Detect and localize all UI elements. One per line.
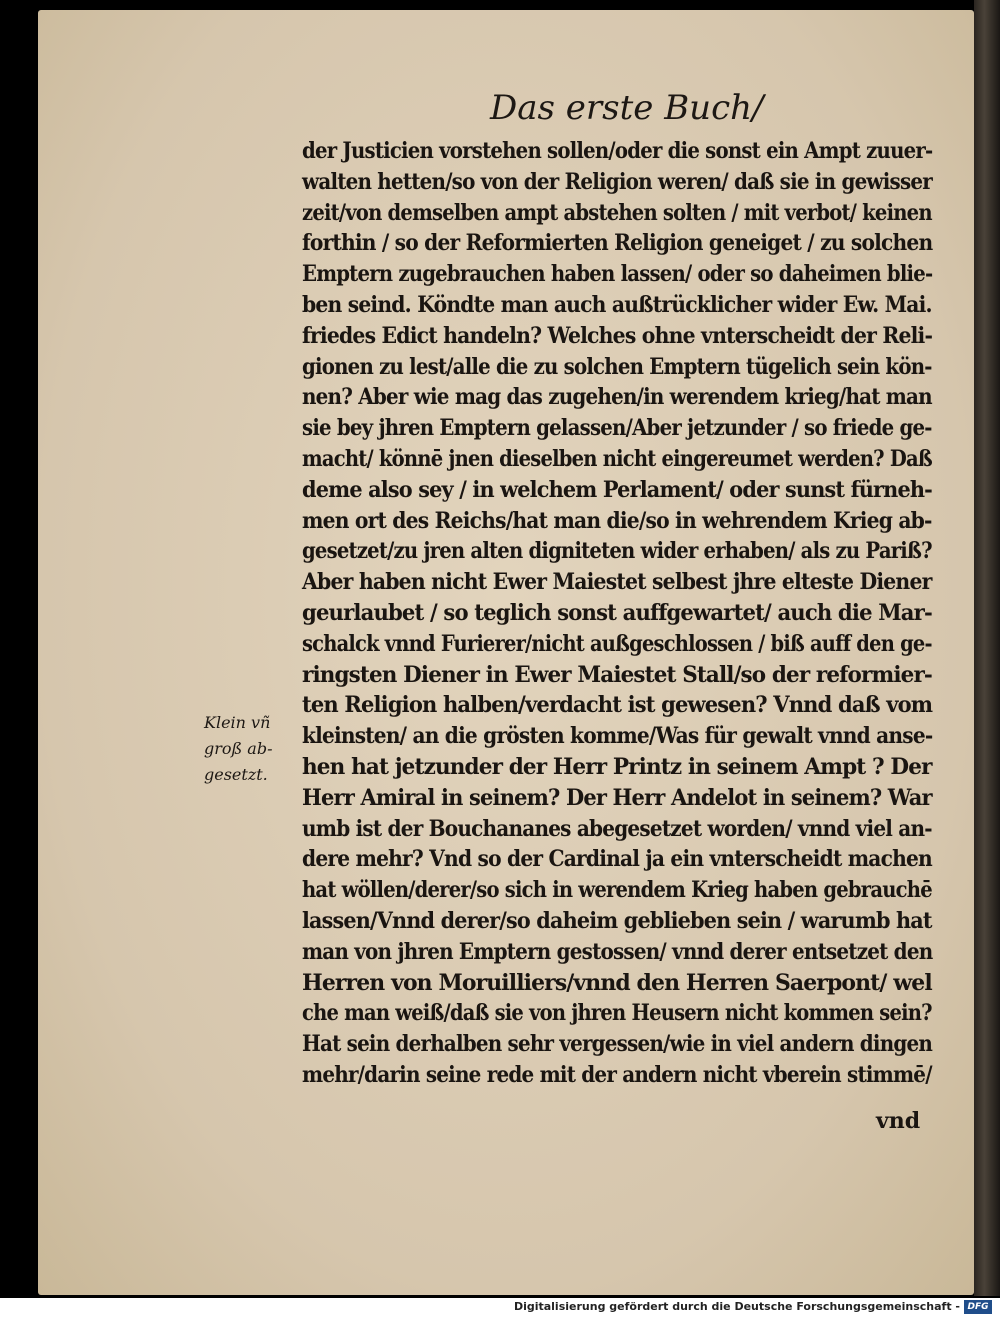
text-line: zeit/von demselben ampt abstehen solten / mit verbot/ keinen [302, 199, 932, 226]
text-line: ringsten Diener in Ewer Maiestet Stall/so der reformier- [302, 661, 932, 688]
footer-credit: Digitalisierung gefördert durch die Deutsche Forschungsgemeinschaft - [513, 1300, 960, 1313]
text-line: nen? Aber wie mag das zugehen/in werendem krieg/hat man [302, 384, 932, 411]
text-line: che man weiß/daß sie von jhren Heusern nicht kommen sein? [302, 1000, 932, 1027]
text-line: kleinsten/ an die grösten komme/Was für gewalt vnnd anse- [302, 723, 933, 750]
text-line: Emptern zugebrauchen haben lassen/ oder so daheimen blie- [302, 261, 933, 288]
catchword: vnd [876, 1108, 921, 1134]
text-line: walten hetten/so von der Religion weren/ daß sie in gewisser [302, 168, 932, 195]
text-line: schalck vnnd Furierer/nicht außgeschlossen / biß auff den ge- [302, 630, 932, 657]
text-line: friedes Edict handeln? Welches ohne vnterscheidt der Reli- [302, 322, 933, 349]
text-line: Herr Amiral in seinem? Der Herr Andelot in seinem? War [302, 784, 932, 811]
text-line: ben seind. Köndte man auch außtrücklicher wider Ew. Mai. [302, 291, 932, 318]
text-line: hat wöllen/derer/so sich in werendem Krieg haben gebrauchē [302, 877, 932, 904]
footer-bar [0, 1298, 1000, 1318]
marginal-note [204, 710, 296, 788]
dfg-logo: DFG [964, 1300, 992, 1314]
marginal-note-line: groß ab- [204, 739, 273, 758]
text-line: gesetzet/zu jren alten digniteten wider erhaben/ als zu Pariß? [302, 538, 932, 565]
text-line: men ort des Reichs/hat man die/so in wehrendem Krieg ab- [302, 507, 932, 534]
marginal-note-line: gesetzt. [204, 765, 268, 784]
text-line: mehr/darin seine rede mit der andern nicht vberein stimmē/ [302, 1061, 932, 1088]
text-line: macht/ könnē jnen dieselben nicht eingereumet werden? Daß [302, 445, 932, 472]
text-line: Herren von Moruilliers/vnnd den Herren Saerpont/ wel [302, 969, 932, 996]
running-header: Das erste Buch/ [490, 88, 764, 128]
text-line: Aber haben nicht Ewer Maiestet selbest jhre elteste Diener [302, 569, 932, 596]
text-line: dere mehr? Vnd so der Cardinal ja ein vnterscheidt machen [302, 846, 932, 873]
text-line: man von jhren Emptern gestossen/ vnnd derer entsetzet den [302, 938, 933, 965]
body-text [302, 136, 934, 1091]
text-line: geurlaubet / so teglich sonst auffgewartet/ auch die Mar- [302, 599, 932, 626]
text-line: sie bey jhren Emptern gelassen/Aber jetzunder / so friede ge- [302, 415, 932, 442]
text-line: hen hat jetzunder der Herr Printz in seinem Ampt ? Der [302, 753, 932, 780]
marginal-note-line: Klein vñ [204, 713, 271, 732]
text-line: forthin / so der Reformierten Religion geneiget / zu solchen [302, 230, 933, 257]
text-line: der Justicien vorstehen sollen/oder die sonst ein Ampt zuuer- [302, 138, 933, 164]
text-line: umb ist der Bouchananes abegesetzet worden/ vnnd viel an- [302, 815, 932, 842]
text-line: lassen/Vnnd derer/so daheim geblieben sein / warumb hat [302, 907, 932, 934]
text-line: ten Religion halben/verdacht ist gewesen? Vnnd daß vom [302, 692, 933, 719]
text-line: Hat sein derhalben sehr vergessen/wie in viel andern dingen [302, 1031, 933, 1058]
text-line: gionen zu lest/alle die zu solchen Emptern tügelich sein kön- [302, 353, 932, 380]
book-spine [974, 0, 1000, 1296]
text-line: deme also sey / in welchem Perlament/ oder sunst fürneh- [302, 476, 932, 503]
